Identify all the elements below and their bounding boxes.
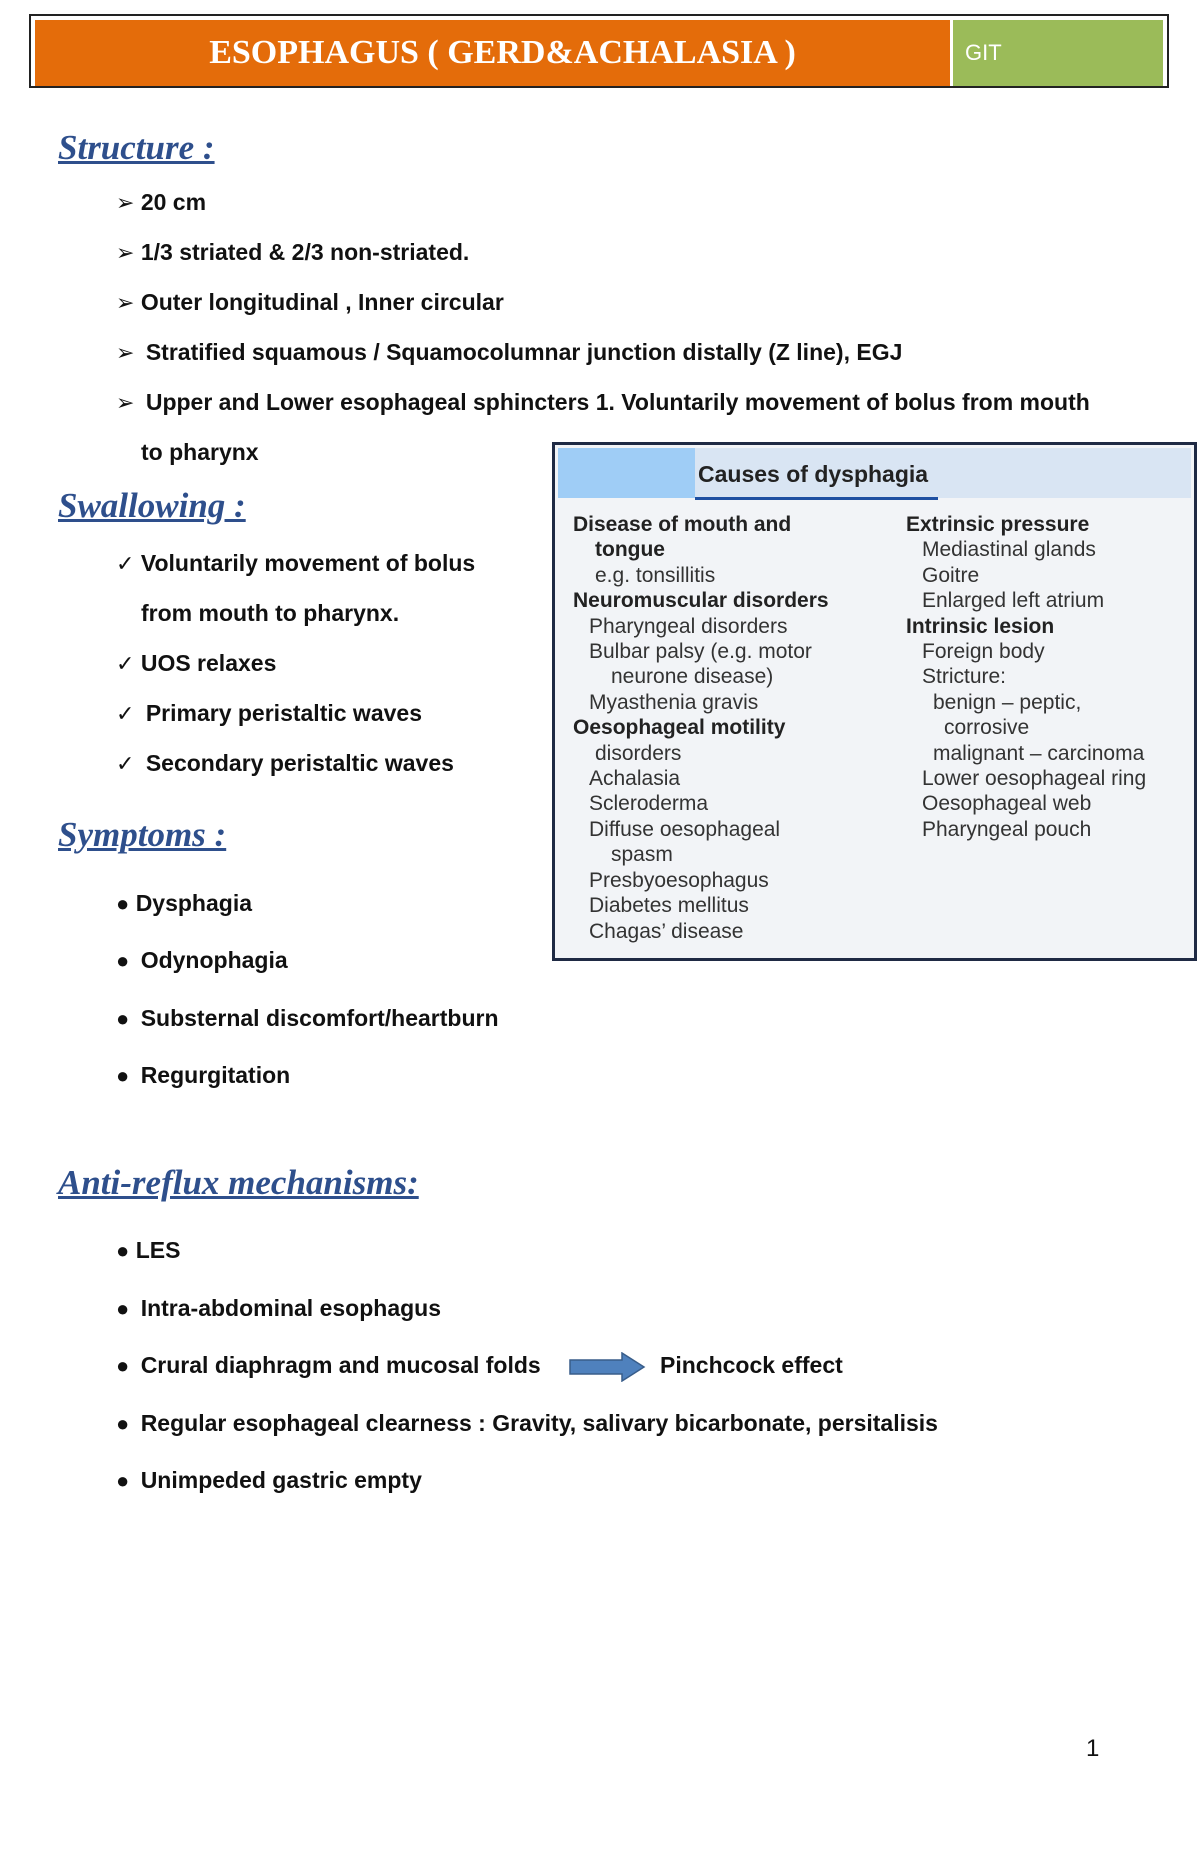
dysphagia-cause: Foreign body [922,640,1045,664]
swallowing-item: ✓ Primary peristaltic waves [116,700,422,726]
dysphagia-cause: Stricture: [922,665,1007,689]
antireflux-heading: Anti-reflux mechanisms: [58,1163,419,1202]
dysphagia-cause: Oesophageal web [922,792,1092,816]
dysphagia-cause: Pharyngeal pouch [922,817,1092,841]
symptom-item: ● Substernal discomfort/heartburn [116,1005,499,1031]
swallowing-heading: Swallowing : [58,486,246,525]
dysphagia-cause: Myasthenia gravis [589,690,759,714]
swallowing-item-continuation: from mouth to pharynx. [141,600,400,626]
arrowhead-bullet-icon: ➢ [116,240,135,265]
structure-item: ➢ Outer longitudinal , Inner circular [116,289,504,315]
dot-bullet-icon: ● [116,1063,130,1088]
dysphagia-cause: Diabetes mellitus [589,894,749,918]
dysphagia-cause: corrosive [944,716,1030,740]
antireflux-item: ● Regular esophageal clearness : Gravity, salivary bicarbonate, persitalisis [116,1410,938,1436]
pinchcock-effect-label: Pinchcock effect [660,1352,843,1378]
dysphagia-cause: spasm [611,843,673,867]
dot-bullet-icon: ● [116,891,130,916]
dysphagia-cause: Achalasia [589,767,681,791]
arrowhead-bullet-icon: ➢ [116,390,135,415]
dysphagia-cause: Mediastinal glands [922,538,1096,562]
checkmark-bullet-icon: ✓ [116,651,135,676]
dysphagia-cause: e.g. tonsillitis [595,563,716,587]
dysphagia-cause: Scleroderma [589,792,709,816]
dysphagia-category: Neuromuscular disorders [573,589,829,613]
structure-item-continuation: to pharynx [141,439,259,465]
antireflux-item: ● Crural diaphragm and mucosal folds [116,1352,541,1378]
dysphagia-right-column [906,512,1146,842]
dot-bullet-icon: ● [116,1296,130,1321]
structure-item: ➢ Stratified squamous / Squamocolumnar junction distally (Z line), EGJ [116,339,903,365]
structure-item: ➢ 1/3 striated & 2/3 non-striated. [116,239,470,265]
dot-bullet-icon: ● [116,1468,130,1493]
figure-title: Causes of dysphagia [698,461,929,487]
dysphagia-category: disorders [595,741,682,765]
dysphagia-cause: malignant – carcinoma [933,741,1145,765]
swallowing-item: ✓ Secondary peristaltic waves [116,750,454,776]
swallowing-item: ✓ Voluntarily movement of bolus [116,550,476,576]
dysphagia-cause: benign – peptic, [933,690,1082,714]
dot-bullet-icon: ● [116,1353,130,1378]
swallowing-item: ✓ UOS relaxes [116,650,277,676]
dysphagia-left-column [573,512,829,944]
checkmark-bullet-icon: ✓ [116,701,135,726]
antireflux-item: ● Unimpeded gastric empty [116,1467,422,1493]
dysphagia-causes-figure [552,442,1197,961]
structure-item: ➢ Upper and Lower esophageal sphincters 1. Voluntarily movement of bolus from mouth [116,389,1090,415]
arrowhead-bullet-icon: ➢ [116,340,135,365]
dysphagia-cause: Presbyoesophagus [589,868,769,892]
structure-item: ➢ 20 cm [116,189,207,215]
dot-bullet-icon: ● [116,948,130,973]
symptom-item: ● Dysphagia [116,890,253,916]
figure-title-underline [695,497,938,500]
structure-heading: Structure : [58,128,215,167]
dysphagia-cause: Goitre [922,563,980,587]
dysphagia-cause: Bulbar palsy (e.g. motor [589,640,812,664]
page-number: 1 [1086,1735,1100,1762]
dysphagia-category: Intrinsic lesion [906,614,1055,638]
subject-tag: GIT [953,20,1163,86]
right-arrow-icon [568,1352,646,1382]
dot-bullet-icon: ● [116,1238,130,1263]
dot-bullet-icon: ● [116,1006,130,1031]
dysphagia-category: Extrinsic pressure [906,513,1090,536]
checkmark-bullet-icon: ✓ [116,751,135,776]
dysphagia-cause: Pharyngeal disorders [589,614,788,638]
dot-bullet-icon: ● [116,1411,130,1436]
antireflux-item: ● Intra-abdominal esophagus [116,1295,442,1321]
arrowhead-bullet-icon: ➢ [116,190,135,215]
dysphagia-cause: Lower oesophageal ring [922,767,1147,791]
arrowhead-bullet-icon: ➢ [116,290,135,315]
symptom-item: ● Odynophagia [116,947,288,973]
antireflux-item: ● LES [116,1237,181,1263]
dysphagia-cause: Enlarged left atrium [922,589,1105,613]
symptom-item: ● Regurgitation [116,1062,291,1088]
dysphagia-category: tongue [595,538,665,562]
figure-header-band-left [558,448,695,498]
dysphagia-cause: Diffuse oesophageal [589,817,781,841]
document-title: ESOPHAGUS ( GERD&ACHALASIA ) [35,20,950,86]
checkmark-bullet-icon: ✓ [116,551,135,576]
symptoms-heading: Symptoms : [58,815,227,854]
dysphagia-category: Oesophageal motility [573,716,786,740]
dysphagia-cause: neurone disease) [611,665,774,689]
dysphagia-category: Disease of mouth and [573,513,792,536]
dysphagia-cause: Chagas’ disease [589,919,744,943]
